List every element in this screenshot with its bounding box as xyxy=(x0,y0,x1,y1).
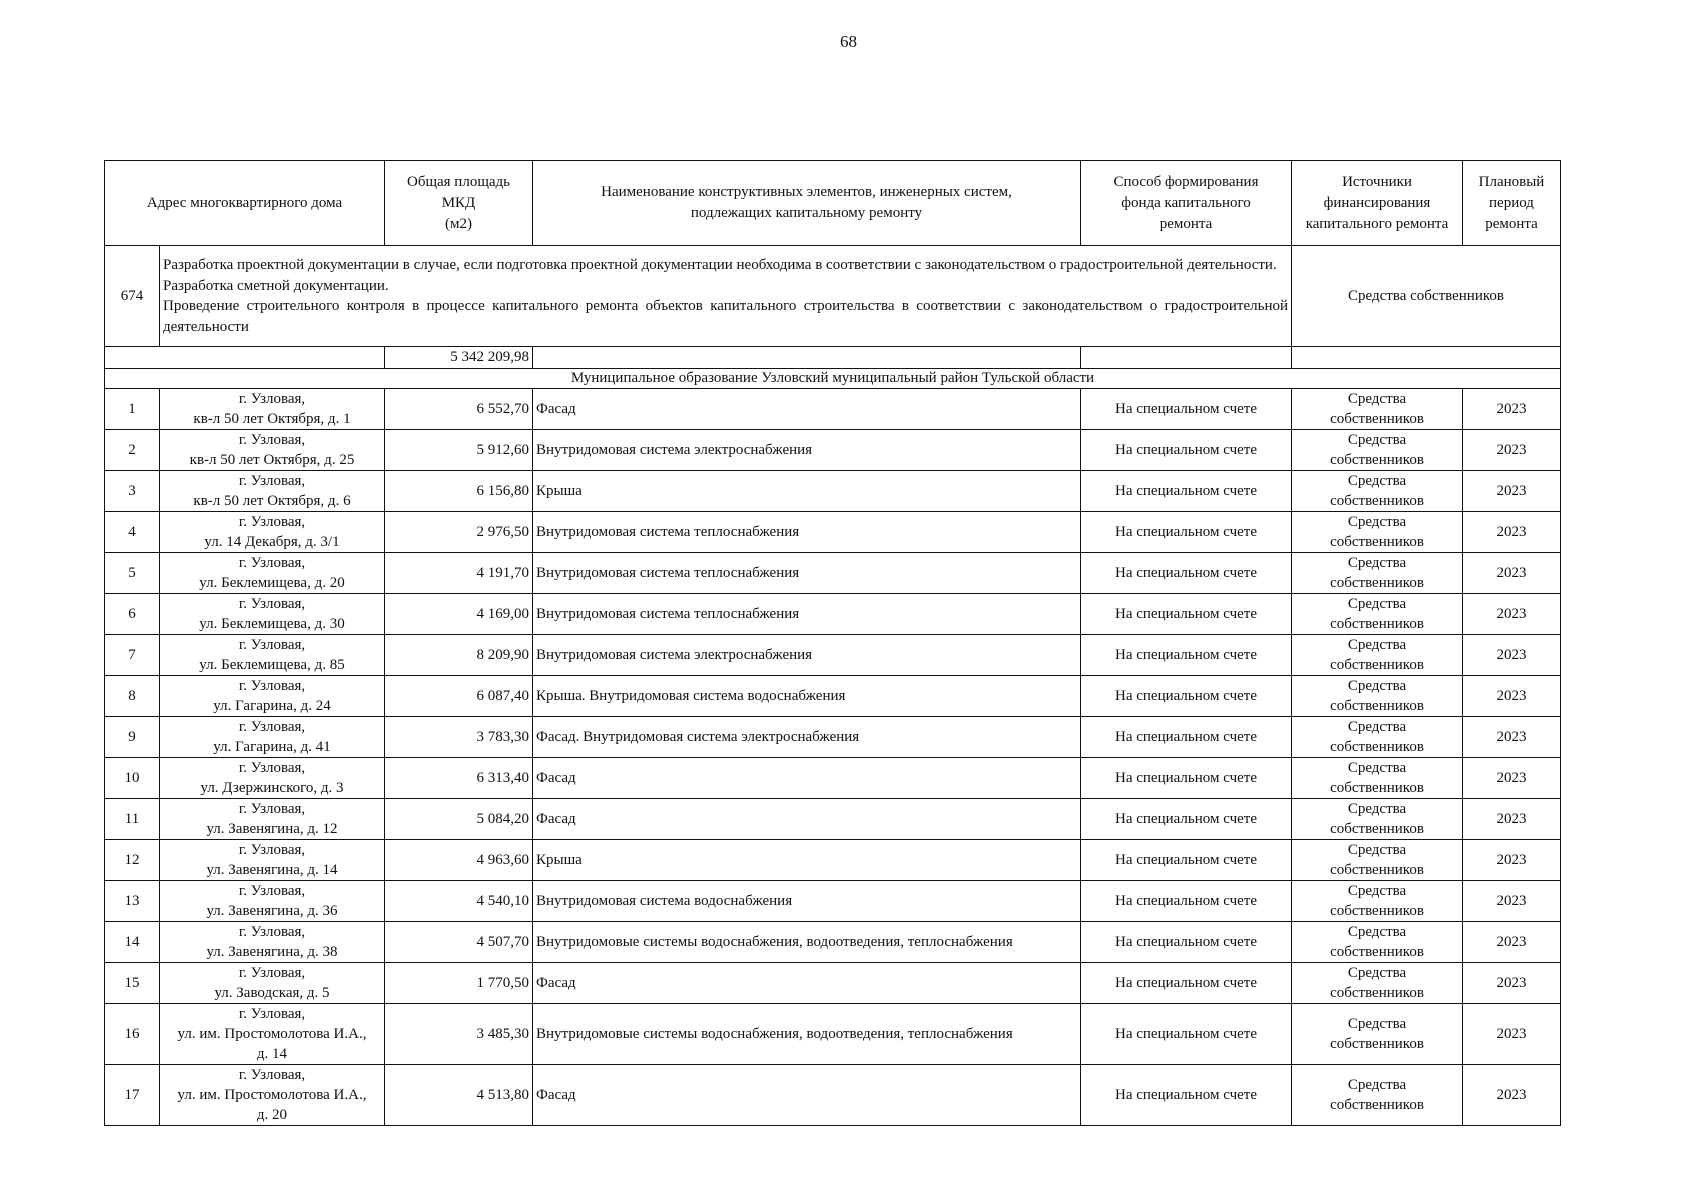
header-period: Плановый период ремонта xyxy=(1463,161,1561,246)
row-number: 17 xyxy=(105,1065,160,1126)
note-design: Разработка проектной документации в случае, если подготовка проектной документации необходима в соответствии с законодательством о градостроительной деятельности. xyxy=(163,257,1277,273)
header-elements: Наименование конструктивных элементов, инженерных систем, подлежащих капитальному ремонту xyxy=(533,161,1081,246)
source-line: Средства xyxy=(1347,883,1407,899)
total-empty-cell xyxy=(1081,347,1292,369)
row-fund-method: На специальном счете xyxy=(1081,1065,1292,1126)
table-row xyxy=(105,635,1561,676)
row-address xyxy=(160,430,385,471)
row-number: 6 xyxy=(105,594,160,635)
row-element: Крыша xyxy=(533,840,1081,881)
row-element: Крыша xyxy=(533,471,1081,512)
row-number: 10 xyxy=(105,758,160,799)
row-period: 2023 xyxy=(1463,799,1561,840)
row-element: Внутридомовая система теплоснабжения xyxy=(533,512,1081,553)
row-fund-method: На специальном счете xyxy=(1081,389,1292,430)
row-period: 2023 xyxy=(1463,963,1561,1004)
row-period: 2023 xyxy=(1463,881,1561,922)
row-address xyxy=(160,594,385,635)
source-line: Средства xyxy=(1347,514,1407,530)
source-line: Средства xyxy=(1347,596,1407,612)
total-empty-cell xyxy=(1292,347,1561,369)
total-row xyxy=(105,347,1561,369)
municipality-row xyxy=(105,369,1561,389)
row-period: 2023 xyxy=(1463,1065,1561,1126)
row-area: 5 084,20 xyxy=(385,799,533,840)
row-area: 4 540,10 xyxy=(385,881,533,922)
row-source xyxy=(1292,471,1463,512)
source-line: Средства xyxy=(1347,719,1407,735)
row-area: 6 156,80 xyxy=(385,471,533,512)
address-line: ул. Беклемищева, д. 30 xyxy=(199,616,345,632)
row-element: Фасад xyxy=(533,799,1081,840)
row-674-notes xyxy=(160,246,1292,347)
table-row xyxy=(105,963,1561,1004)
row-fund-method: На специальном счете xyxy=(1081,430,1292,471)
row-source xyxy=(1292,1004,1463,1065)
source-line: Средства xyxy=(1347,842,1407,858)
address-line: г. Узловая, xyxy=(238,555,306,571)
source-line: собственников xyxy=(1330,698,1424,714)
municipality-title: Муниципальное образование Узловский муниципальный район Тульской области xyxy=(105,369,1561,389)
row-source xyxy=(1292,430,1463,471)
address-line: ул. Завенягина, д. 36 xyxy=(206,903,338,919)
address-line: ул. Завенягина, д. 14 xyxy=(206,862,338,878)
row-source xyxy=(1292,758,1463,799)
row-number: 12 xyxy=(105,840,160,881)
row-fund-method: На специальном счете xyxy=(1081,799,1292,840)
row-fund-method: На специальном счете xyxy=(1081,553,1292,594)
note-estimate: Разработка сметной документации. xyxy=(163,277,389,294)
address-line: г. Узловая, xyxy=(238,760,306,776)
row-source xyxy=(1292,922,1463,963)
row-element: Внутридомовая система электроснабжения xyxy=(533,635,1081,676)
row-source xyxy=(1292,512,1463,553)
address-line: г. Узловая, xyxy=(238,1067,306,1083)
row-fund-method: На специальном счете xyxy=(1081,963,1292,1004)
row-period: 2023 xyxy=(1463,758,1561,799)
row-element: Фасад xyxy=(533,963,1081,1004)
address-line: ул. Дзержинского, д. 3 xyxy=(200,780,344,796)
row-address xyxy=(160,1004,385,1065)
row-element: Фасад xyxy=(533,389,1081,430)
row-number: 11 xyxy=(105,799,160,840)
header-row xyxy=(105,161,1561,246)
source-line: собственников xyxy=(1330,780,1424,796)
address-line: ул. Беклемищева, д. 20 xyxy=(199,575,345,591)
table-row xyxy=(105,471,1561,512)
row-source xyxy=(1292,553,1463,594)
row-number: 4 xyxy=(105,512,160,553)
row-address xyxy=(160,963,385,1004)
address-line: д. 20 xyxy=(256,1107,288,1123)
table-row xyxy=(105,389,1561,430)
row-fund-method: На специальном счете xyxy=(1081,635,1292,676)
row-period: 2023 xyxy=(1463,594,1561,635)
row-period: 2023 xyxy=(1463,676,1561,717)
row-period: 2023 xyxy=(1463,635,1561,676)
row-source xyxy=(1292,594,1463,635)
row-period: 2023 xyxy=(1463,430,1561,471)
source-line: Средства xyxy=(1347,555,1407,571)
row-address xyxy=(160,512,385,553)
row-fund-method: На специальном счете xyxy=(1081,840,1292,881)
table-row xyxy=(105,430,1561,471)
row-number: 14 xyxy=(105,922,160,963)
address-line: кв-л 50 лет Октября, д. 25 xyxy=(189,452,355,468)
row-source xyxy=(1292,1065,1463,1126)
source-line: Средства xyxy=(1347,801,1407,817)
address-line: г. Узловая, xyxy=(238,883,306,899)
row-element: Фасад xyxy=(533,758,1081,799)
address-line: г. Узловая, xyxy=(238,719,306,735)
row-674-source: Средства собственников xyxy=(1292,246,1561,347)
row-period: 2023 xyxy=(1463,1004,1561,1065)
row-address xyxy=(160,758,385,799)
row-number: 8 xyxy=(105,676,160,717)
row-element: Внутридомовые системы водоснабжения, водоотведения, теплоснабжения xyxy=(533,922,1081,963)
source-line: Средства xyxy=(1347,637,1407,653)
table-row xyxy=(105,1004,1561,1065)
row-source xyxy=(1292,963,1463,1004)
row-fund-method: На специальном счете xyxy=(1081,594,1292,635)
row-source xyxy=(1292,389,1463,430)
address-line: ул. Гагарина, д. 24 xyxy=(213,698,331,714)
row-area: 6 552,70 xyxy=(385,389,533,430)
row-source xyxy=(1292,881,1463,922)
row-number: 1 xyxy=(105,389,160,430)
row-fund-method: На специальном счете xyxy=(1081,881,1292,922)
row-area: 1 770,50 xyxy=(385,963,533,1004)
address-line: г. Узловая, xyxy=(238,965,306,981)
row-number: 2 xyxy=(105,430,160,471)
source-line: собственников xyxy=(1330,1097,1424,1113)
row-number: 674 xyxy=(105,246,160,347)
capital-repair-table xyxy=(104,160,1561,1126)
row-fund-method: На специальном счете xyxy=(1081,512,1292,553)
row-area: 2 976,50 xyxy=(385,512,533,553)
source-line: собственников xyxy=(1330,534,1424,550)
address-line: кв-л 50 лет Октября, д. 6 xyxy=(193,493,351,509)
address-line: ул. Заводская, д. 5 xyxy=(214,985,330,1001)
table-row xyxy=(105,512,1561,553)
row-address xyxy=(160,1065,385,1126)
address-line: д. 14 xyxy=(256,1046,288,1062)
table-row xyxy=(105,758,1561,799)
row-element: Фасад xyxy=(533,1065,1081,1126)
address-line: ул. им. Простомолотова И.А., xyxy=(177,1026,367,1042)
source-line: собственников xyxy=(1330,616,1424,632)
source-line: Средства xyxy=(1347,1016,1407,1032)
total-empty-cell xyxy=(533,347,1081,369)
row-source xyxy=(1292,717,1463,758)
source-line: собственников xyxy=(1330,821,1424,837)
row-area: 4 507,70 xyxy=(385,922,533,963)
row-period: 2023 xyxy=(1463,840,1561,881)
address-line: кв-л 50 лет Октября, д. 1 xyxy=(193,411,351,427)
row-element: Внутридомовая система электроснабжения xyxy=(533,430,1081,471)
row-number: 7 xyxy=(105,635,160,676)
row-fund-method: На специальном счете xyxy=(1081,471,1292,512)
address-line: ул. 14 Декабря, д. 3/1 xyxy=(204,534,340,550)
source-line: Средства xyxy=(1347,473,1407,489)
header-address: Адрес многоквартирного дома xyxy=(105,161,385,246)
source-line: собственников xyxy=(1330,985,1424,1001)
source-line: Средства xyxy=(1347,965,1407,981)
source-line: собственников xyxy=(1330,739,1424,755)
row-element: Крыша. Внутридомовая система водоснабжения xyxy=(533,676,1081,717)
row-fund-method: На специальном счете xyxy=(1081,922,1292,963)
row-period: 2023 xyxy=(1463,717,1561,758)
table-row xyxy=(105,799,1561,840)
row-address xyxy=(160,922,385,963)
address-line: г. Узловая, xyxy=(238,678,306,694)
address-line: г. Узловая, xyxy=(238,924,306,940)
total-label-cell xyxy=(105,347,385,369)
table-row xyxy=(105,881,1561,922)
row-address xyxy=(160,717,385,758)
row-period: 2023 xyxy=(1463,553,1561,594)
source-line: собственников xyxy=(1330,1036,1424,1052)
source-line: Средства xyxy=(1347,1077,1407,1093)
table-row xyxy=(105,553,1561,594)
row-address xyxy=(160,471,385,512)
row-area: 3 485,30 xyxy=(385,1004,533,1065)
address-line: г. Узловая, xyxy=(238,801,306,817)
row-area: 3 783,30 xyxy=(385,717,533,758)
row-number: 16 xyxy=(105,1004,160,1065)
row-number: 15 xyxy=(105,963,160,1004)
page-number: 68 xyxy=(840,32,857,51)
address-line: г. Узловая, xyxy=(238,596,306,612)
row-address xyxy=(160,881,385,922)
row-element: Внутридомовая система водоснабжения xyxy=(533,881,1081,922)
source-line: Средства xyxy=(1347,432,1407,448)
source-line: Средства xyxy=(1347,924,1407,940)
row-source xyxy=(1292,635,1463,676)
note-control: Проведение строительного контроля в процессе капитального ремонта объектов капитального строительства в соответствии с законодательством о градостроительной деятельности xyxy=(163,298,1288,335)
address-line: ул. им. Простомолотова И.А., xyxy=(177,1087,367,1103)
row-element: Внутридомовые системы водоснабжения, водоотведения, теплоснабжения xyxy=(533,1004,1081,1065)
row-area: 4 191,70 xyxy=(385,553,533,594)
source-line: собственников xyxy=(1330,452,1424,468)
row-area: 8 209,90 xyxy=(385,635,533,676)
header-fund-method: Способ формирования фонда капитального ремонта xyxy=(1081,161,1292,246)
address-line: г. Узловая, xyxy=(238,842,306,858)
table-row xyxy=(105,676,1561,717)
header-sources: Источники финансирования капитального ремонта xyxy=(1292,161,1463,246)
address-line: г. Узловая, xyxy=(238,391,306,407)
row-area: 4 169,00 xyxy=(385,594,533,635)
row-number: 5 xyxy=(105,553,160,594)
address-line: ул. Беклемищева, д. 85 xyxy=(199,657,345,673)
source-line: собственников xyxy=(1330,944,1424,960)
source-line: собственников xyxy=(1330,862,1424,878)
source-line: собственников xyxy=(1330,493,1424,509)
row-area: 4 513,80 xyxy=(385,1065,533,1126)
row-address xyxy=(160,389,385,430)
row-674 xyxy=(105,246,1561,347)
row-area: 4 963,60 xyxy=(385,840,533,881)
row-fund-method: На специальном счете xyxy=(1081,717,1292,758)
address-line: г. Узловая, xyxy=(238,1006,306,1022)
row-address xyxy=(160,799,385,840)
row-source xyxy=(1292,676,1463,717)
source-line: собственников xyxy=(1330,575,1424,591)
table-row xyxy=(105,1065,1561,1126)
row-period: 2023 xyxy=(1463,471,1561,512)
row-fund-method: На специальном счете xyxy=(1081,758,1292,799)
row-source xyxy=(1292,840,1463,881)
row-element: Внутридомовая система теплоснабжения xyxy=(533,594,1081,635)
address-line: ул. Завенягина, д. 12 xyxy=(206,821,338,837)
row-source xyxy=(1292,799,1463,840)
row-area: 5 912,60 xyxy=(385,430,533,471)
row-number: 13 xyxy=(105,881,160,922)
address-line: г. Узловая, xyxy=(238,637,306,653)
address-line: ул. Гагарина, д. 41 xyxy=(213,739,331,755)
source-line: Средства xyxy=(1347,391,1407,407)
row-address xyxy=(160,553,385,594)
row-address xyxy=(160,676,385,717)
row-period: 2023 xyxy=(1463,389,1561,430)
row-address xyxy=(160,840,385,881)
table-row xyxy=(105,594,1561,635)
row-fund-method: На специальном счете xyxy=(1081,1004,1292,1065)
source-line: собственников xyxy=(1330,903,1424,919)
row-element: Фасад. Внутридомовая система электроснабжения xyxy=(533,717,1081,758)
address-line: г. Узловая, xyxy=(238,473,306,489)
table-row xyxy=(105,717,1561,758)
row-area: 6 313,40 xyxy=(385,758,533,799)
address-line: г. Узловая, xyxy=(238,514,306,530)
row-area: 6 087,40 xyxy=(385,676,533,717)
row-number: 9 xyxy=(105,717,160,758)
source-line: собственников xyxy=(1330,411,1424,427)
address-line: г. Узловая, xyxy=(238,432,306,448)
total-area: 5 342 209,98 xyxy=(385,347,533,369)
row-fund-method: На специальном счете xyxy=(1081,676,1292,717)
row-address xyxy=(160,635,385,676)
row-number: 3 xyxy=(105,471,160,512)
address-line: ул. Завенягина, д. 38 xyxy=(206,944,338,960)
header-area: Общая площадь МКД (м2) xyxy=(385,161,533,246)
row-period: 2023 xyxy=(1463,922,1561,963)
table-row xyxy=(105,840,1561,881)
row-element: Внутридомовая система теплоснабжения xyxy=(533,553,1081,594)
row-period: 2023 xyxy=(1463,512,1561,553)
source-line: Средства xyxy=(1347,760,1407,776)
source-line: Средства xyxy=(1347,678,1407,694)
table-row xyxy=(105,922,1561,963)
source-line: собственников xyxy=(1330,657,1424,673)
